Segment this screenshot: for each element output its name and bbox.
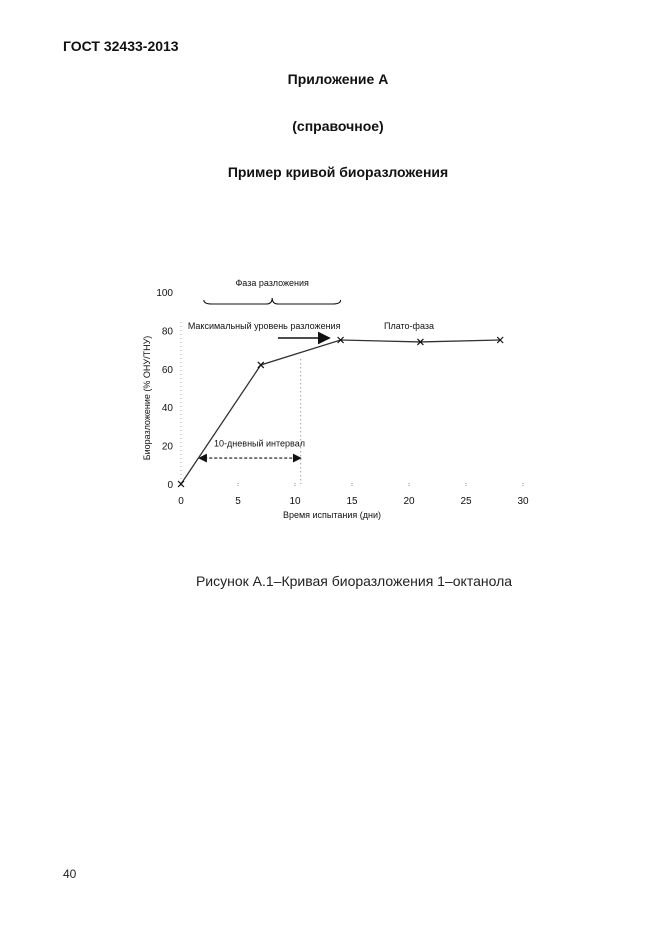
y-tick-label: 20 (161, 441, 173, 453)
phase-brace (204, 298, 341, 304)
data-point-marker (178, 481, 184, 487)
phase-label: Фаза разложения (235, 278, 309, 288)
y-axis-label: Биоразложение (% ОНУ/ТНУ) (142, 335, 152, 461)
x-tick-label: 25 (460, 496, 472, 507)
interval-label: 10-дневный интервал (214, 438, 306, 449)
figure-caption: Рисунок А.1–Кривая биоразложения 1–октанола (195, 573, 513, 589)
chart-svg (130, 270, 550, 530)
max-level-label: Максимальный уровень разложения (187, 321, 341, 331)
x-tick-label: 15 (346, 496, 358, 507)
appendix-heading: Пример кривой биоразложения (227, 164, 449, 180)
page-number: 40 (63, 867, 77, 881)
appendix-subtitle: (справочное) (292, 118, 384, 134)
document-code: ГОСТ 32433-2013 (63, 38, 179, 54)
plateau-label: Плато-фаза (384, 321, 434, 331)
y-tick-label: 40 (161, 403, 173, 415)
y-tick-label: 100 (156, 288, 173, 299)
x-tick-label: 10 (289, 496, 301, 507)
x-tick-label: 20 (403, 496, 415, 507)
biodegradation-chart (130, 270, 550, 530)
appendix-title: Приложение А (287, 71, 389, 87)
series-line (181, 340, 500, 484)
y-tick-label: 60 (161, 364, 173, 376)
x-axis-label: Время испытания (дни) (282, 510, 382, 520)
y-tick-label: 0 (167, 480, 173, 491)
y-tick-label: 80 (161, 326, 173, 338)
x-tick-label: 0 (178, 496, 184, 507)
x-tick-label: 30 (517, 496, 529, 507)
x-tick-label: 5 (235, 496, 241, 507)
